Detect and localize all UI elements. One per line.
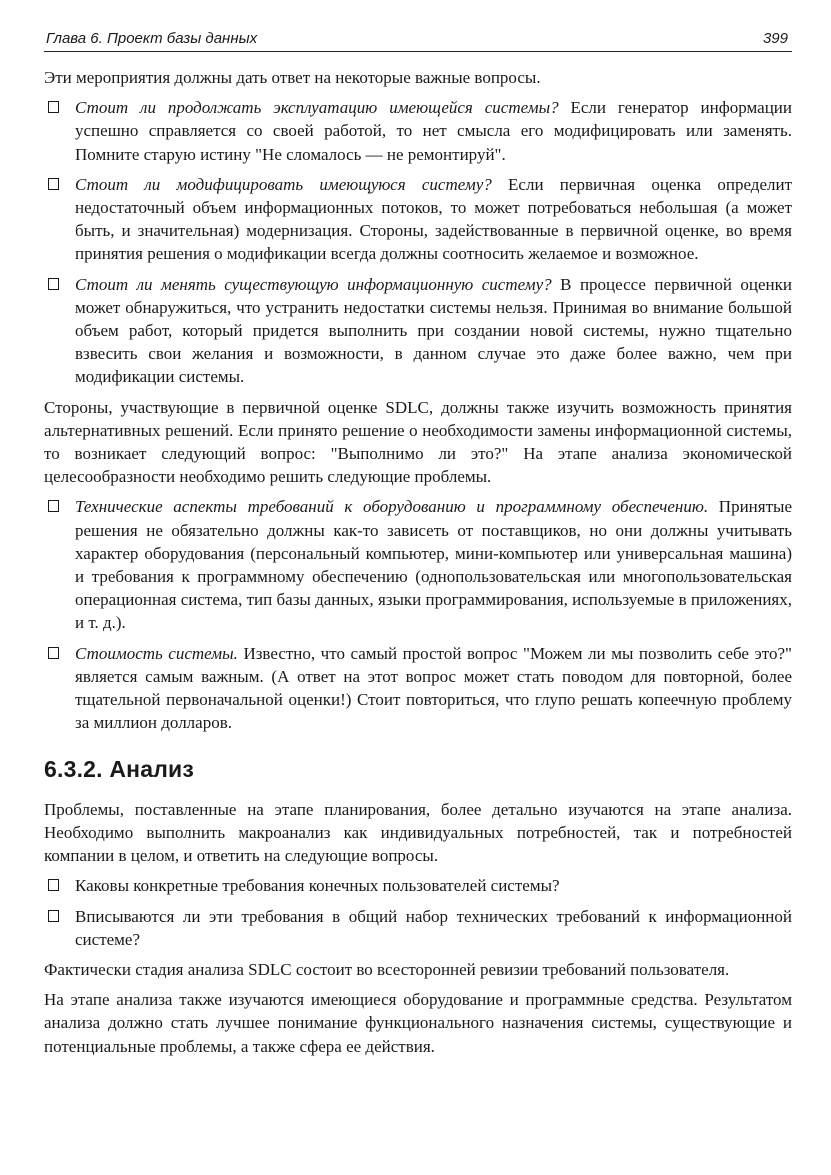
intro-paragraph: Эти мероприятия должны дать ответ на некоторые важные вопросы. (44, 68, 541, 87)
list-item (44, 874, 792, 897)
feasibility-problems-list (44, 495, 792, 734)
section-heading: 6.3.2. Анализ (44, 756, 195, 783)
item-lead: Стоимость системы. (75, 643, 238, 663)
page-number: 399 (762, 30, 788, 47)
analysis-questions-list (44, 874, 792, 951)
list-item (44, 273, 792, 389)
alternatives-paragraph: Стороны, участвующие в первичной оценке SDLC, должны также изучить возможность принятия альтернативных решений. Если принято решение о необходимости замены информационной системы, то возникает следующий вопрос: "Выполнимо ли это?" На этапе анализа экономической целесообразности необходимо решить следующие проблемы. (44, 397, 792, 487)
analysis-paragraph: На этапе анализа также изучаются имеющиеся оборудование и программные средства. Результатом анализа должно стать лучшее понимание функционального назначения системы, существующие и потенциальные проблемы, а также сфера ее действия. (44, 990, 792, 1056)
checkbox-bullet-icon (48, 278, 59, 290)
running-head (44, 30, 792, 52)
list-item (44, 642, 792, 735)
assessment-questions-list (44, 96, 792, 388)
item-text: Известно, что самый простой вопрос "Можем ли мы позволить себе это?" является самым важным. (А ответ на этот вопрос может стать поводом для повторной, более тщательной первоначальной оценки!) Стоит повториться, что глупо решать копеечную проблему за миллион долларов. (75, 643, 792, 733)
item-text: Если генератор информации успешно справляется со своей работой, то нет смысла его модифицировать или заменять. Помните старую истину "Не сломалось — не ремонтируй". (75, 98, 792, 164)
item-text: Если первичная оценка определит недостаточный объем информационных потоков, то может потребоваться небольшая (а может быть, и значительная) модернизация. Стороны, задействованные в первичной оценке, во время принятия решения о модификации всегда должны соотносить желаемое и возможное. (75, 174, 793, 264)
list-item (44, 495, 792, 634)
list-item (44, 96, 792, 166)
checkbox-bullet-icon (48, 879, 59, 891)
list-item (44, 173, 792, 266)
item-lead: Стоит ли модифицировать имеющуюся систему? (75, 174, 492, 194)
checkbox-bullet-icon (48, 647, 59, 659)
checkbox-bullet-icon (48, 500, 59, 512)
item-text: Принятые решения не обязательно должны как-то зависеть от поставщиков, но они должны учитывать характер оборудования (персональный компьютер, мини-компьютер или универсальная машина) и требования к программному обеспечению (однопользовательская или многопользовательская операционная система, тип базы данных, языки программирования, используемые в приложениях, и т. д.). (75, 497, 792, 633)
list-item (44, 905, 792, 951)
analysis-paragraph: Фактически стадия анализа SDLC состоит во всесторонней ревизии требований пользователя. (44, 959, 730, 979)
item-text: В процессе первичной оценки может обнаружиться, что устранить недостатки системы нельзя. Принимая во внимание большой объем работ, который придется выполнить при создании новой системы, нужно тщательно взвесить свои желания и возможности, в данном случае это даже более важно, чем при модификации системы. (75, 274, 793, 387)
checkbox-bullet-icon (48, 910, 59, 922)
item-lead: Технические аспекты требований к оборудованию и программному обеспечению. (75, 497, 709, 517)
checkbox-bullet-icon (48, 101, 59, 113)
analysis-paragraph: Проблемы, поставленные на этапе планирования, более детально изучаются на этапе анализа. Необходимо выполнить макроанализ как индивидуальных потребностей, так и потребностей компании в целом, и ответить на следующие вопросы. (44, 799, 792, 866)
item-text: Вписываются ли эти требования в общий набор технических требований к информационной системе? (75, 906, 792, 949)
page-body (44, 66, 792, 1058)
item-lead: Стоит ли менять существующую информационную систему? (75, 274, 552, 294)
checkbox-bullet-icon (48, 178, 59, 190)
chapter-title: Глава 6. Проект базы данных (46, 30, 258, 47)
item-text: Каковы конкретные требования конечных пользователей системы? (75, 876, 560, 896)
item-lead: Стоит ли продолжать эксплуатацию имеющейся системы? (75, 98, 559, 118)
book-page (44, 30, 792, 1065)
